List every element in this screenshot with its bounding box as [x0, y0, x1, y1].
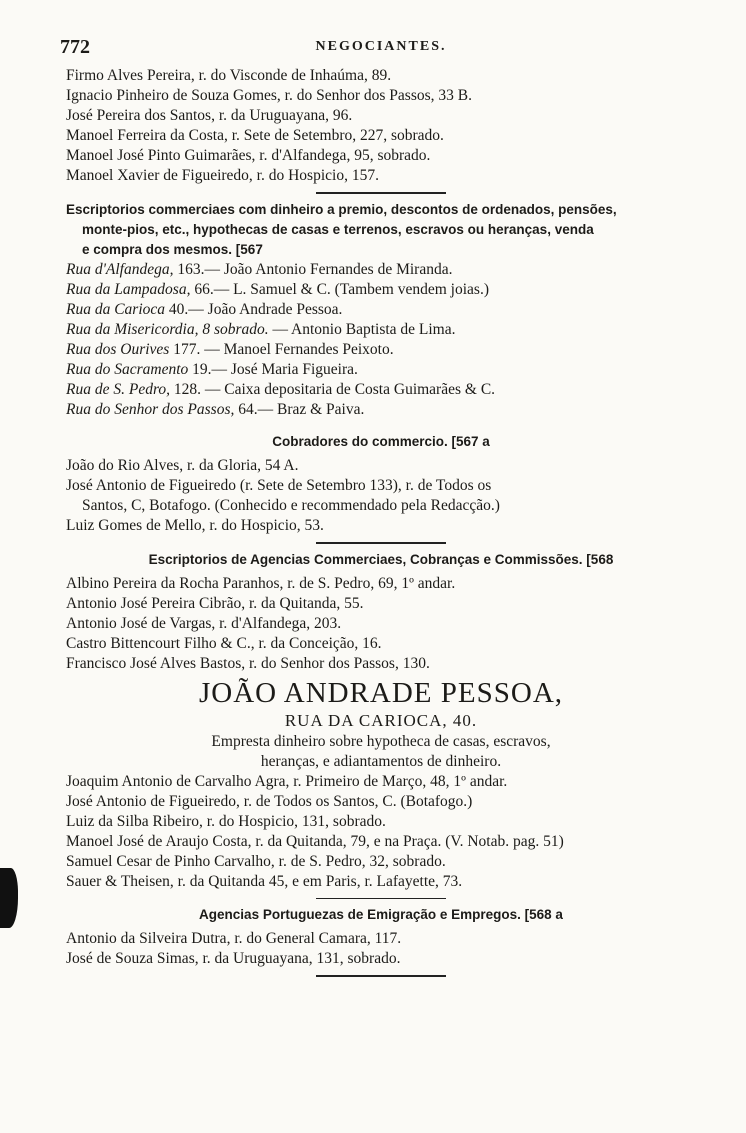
list-item: Ignacio Pinheiro de Souza Gomes, r. do Senhor dos Passos, 33 B.	[66, 87, 472, 104]
ink-blot	[0, 868, 18, 928]
advert-address: RUA DA CARIOCA, 40.	[284, 710, 478, 730]
list-item	[66, 360, 696, 380]
street-name: Rua do Senhor dos Passos,	[66, 401, 235, 418]
list-item: Luiz Gomes de Mello, r. do Hospicio, 53.	[66, 517, 324, 534]
advertisement	[66, 676, 696, 772]
list-item: José Antonio de Figueiredo, r. de Todos os Santos, C. (Botafogo.)	[66, 792, 473, 810]
top-entries	[66, 66, 696, 186]
list-item: José Pereira dos Santos, r. da Uruguayana, 96.	[66, 107, 353, 124]
page-header	[60, 36, 696, 66]
list-item	[66, 280, 696, 300]
list-item	[66, 300, 696, 320]
advert-title: JOÃO ANDRADE PESSOA,	[198, 676, 564, 709]
list-item: José Antonio de Figueiredo (r. Sete de Setembro 133), r. de Todos os	[66, 477, 492, 494]
divider	[316, 542, 446, 544]
entry-text: 40.— João Andrade Pessoa.	[168, 301, 343, 318]
divider	[316, 192, 446, 194]
entry-text: 163.— João Antonio Fernandes de Miranda.	[177, 261, 453, 278]
list-item: Manoel Ferreira da Costa, r. Sete de Setembro, 227, sobrado.	[66, 127, 444, 144]
entry-text: 64.— Braz & Paiva.	[238, 401, 365, 418]
entry-text: 128. — Caixa depositaria de Costa Guimarães & C.	[173, 381, 496, 398]
section-heading: Cobradores do commercio. [567 a	[272, 434, 490, 449]
entry-text: 177. — Manoel Fernandes Peixoto.	[173, 341, 394, 358]
page	[60, 36, 696, 983]
list-item: Firmo Alves Pereira, r. do Visconde de Inhaúma, 89.	[66, 67, 392, 84]
list-item: Antonio José Pereira Cibrão, r. da Quitanda, 55.	[66, 594, 364, 612]
advert-body: Empresta dinheiro sobre hypotheca de casas, escravos,	[211, 732, 551, 750]
list-item: Santos, C, Botafogo. (Conhecido e recommendado pela Redacção.)	[82, 497, 500, 514]
advert-body: heranças, e adiantamentos de dinheiro.	[260, 752, 502, 770]
street-name: Rua de S. Pedro,	[66, 381, 171, 398]
list-item: Sauer & Theisen, r. da Quitanda 45, e em Paris, r. Lafayette, 73.	[66, 872, 463, 890]
list-item: Francisco José Alves Bastos, r. do Senhor dos Passos, 130.	[66, 654, 430, 672]
running-head: NEGOCIANTES.	[315, 39, 447, 54]
section-heading: e compra dos mesmos. [567	[82, 242, 263, 257]
section-escriptorios-dinheiro	[66, 200, 696, 420]
divider	[316, 898, 446, 900]
list-item: Albino Pereira da Rocha Paranhos, r. de S. Pedro, 69, 1º andar.	[66, 574, 456, 592]
entry-text: 66.— L. Samuel & C. (Tambem vendem joias.)	[194, 281, 489, 298]
entry-text: 19.— José Maria Figueira.	[192, 361, 358, 378]
list-item: Samuel Cesar de Pinho Carvalho, r. de S. Pedro, 32, sobrado.	[66, 852, 446, 870]
divider	[316, 975, 446, 977]
list-item: Antonio José de Vargas, r. d'Alfandega, 203.	[66, 614, 342, 632]
section-heading: Agencias Portuguezas de Emigração e Empregos. [568 a	[199, 907, 563, 922]
list-item: Antonio da Silveira Dutra, r. do General Camara, 117.	[66, 930, 402, 947]
street-name: Rua dos Ourives	[66, 341, 170, 358]
list-item: José de Souza Simas, r. da Uruguayana, 131, sobrado.	[66, 950, 401, 967]
street-name: Rua do Sacramento	[66, 361, 189, 378]
section-cobradores	[66, 432, 696, 536]
section-heading: Escriptorios de Agencias Commerciaes, Cobranças e Commissões. [568	[148, 551, 614, 567]
section-agencias-commerciaes	[66, 550, 696, 674]
list-item	[66, 260, 696, 280]
list-item: Manoel José Pinto Guimarães, r. d'Alfandega, 95, sobrado.	[66, 147, 431, 164]
list-item: João do Rio Alves, r. da Gloria, 54 A.	[66, 457, 299, 474]
list-item: Manoel José de Araujo Costa, r. da Quitanda, 79, e na Praça. (V. Notab. pag. 51)	[66, 832, 564, 850]
section-heading: monte-pios, etc., hypothecas de casas e terrenos, escravos ou heranças, venda	[82, 222, 594, 237]
section-agencias-commerciaes-cont	[66, 772, 696, 892]
section-agencias-portuguezas	[66, 905, 696, 969]
list-item	[66, 320, 696, 340]
list-item	[66, 400, 696, 420]
entry-text: — Antonio Baptista de Lima.	[272, 321, 456, 338]
section-heading: Escriptorios commerciaes com dinheiro a premio, descontos de ordenados, pensões,	[66, 202, 617, 217]
street-name: Rua da Misericordia, 8 sobrado.	[66, 321, 269, 338]
list-item	[66, 380, 696, 400]
page-number: 772	[60, 36, 90, 58]
list-item	[66, 340, 696, 360]
street-name: Rua d'Alfandega,	[66, 261, 174, 278]
street-name: Rua da Lampadosa,	[66, 281, 191, 298]
list-item: Manoel Xavier de Figueiredo, r. do Hospicio, 157.	[66, 167, 379, 184]
street-name: Rua da Carioca	[66, 301, 166, 318]
list-item: Luiz da Silba Ribeiro, r. do Hospicio, 131, sobrado.	[66, 812, 386, 830]
list-item: Castro Bittencourt Filho & C., r. da Conceição, 16.	[66, 634, 382, 652]
list-item: Joaquim Antonio de Carvalho Agra, r. Primeiro de Março, 48, 1º andar.	[66, 772, 508, 790]
